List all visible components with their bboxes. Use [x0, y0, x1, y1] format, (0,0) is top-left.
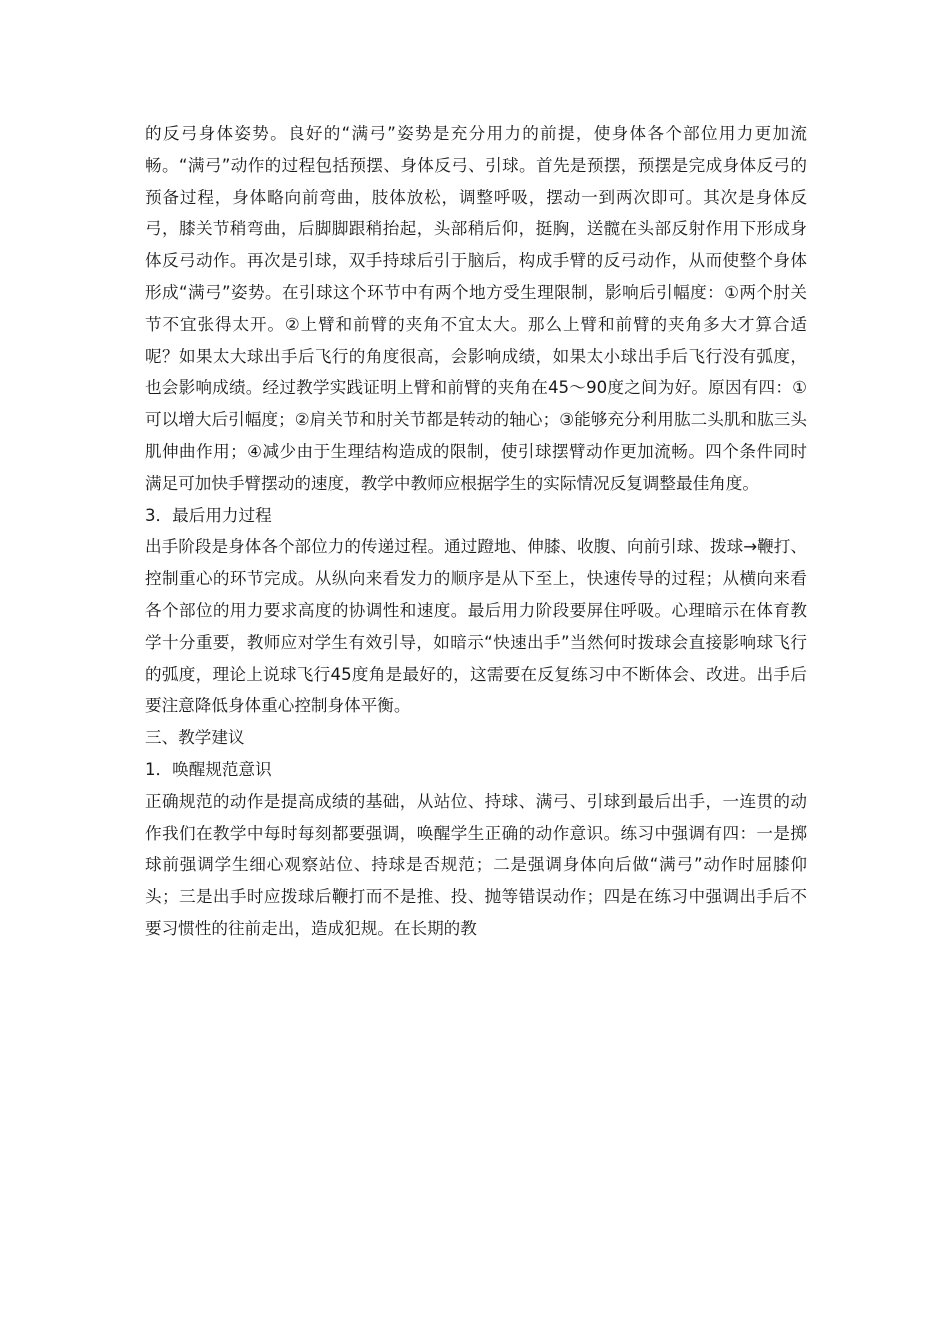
document-page: [145, 118, 807, 945]
body-paragraph-full-bow: 的反弓身体姿势。良好的“满弓”姿势是充分用力的前提，使身体各个部位用力更加流畅。“满弓”动作的过程包括预摆、身体反弓、引球。首先是预摆，预摆是完成身体反弓的预备过程，身体略向前弯曲，肢体放松，调整呼吸，摆动一到两次即可。其次是身体反弓，膝关节稍弯曲，后脚脚跟稍抬起，头部稍后仰，挺胸，送髋在头部反射作用下形成身体反弓动作。再次是引球，双手持球后引于脑后，构成手臂的反弓动作，从而使整个身体形成“满弓”姿势。在引球这个环节中有两个地方受生理限制，影响后引幅度：①两个肘关节不宜张得太开。②上臂和前臂的夹角不宜太大。那么上臂和前臂的夹角多大才算合适呢？如果太大球出手后飞行的角度很高，会影响成绩，如果太小球出手后飞行没有弧度，也会影响成绩。经过教学实践证明上臂和前臂的夹角在45～90度之间为好。原因有四：①可以增大后引幅度；②肩关节和肘关节都是转动的轴心；③能够充分利用肱二头肌和肱三头肌伸曲作用；④减少由于生理结构造成的限制，使引球摆臂动作更加流畅。四个条件同时满足可加快手臂摆动的速度，教学中教师应根据学生的实际情况反复调整最佳角度。: [145, 124, 807, 493]
section-heading-teaching-suggestions: 三、教学建议: [145, 728, 245, 748]
body-paragraph-standard-actions: 正确规范的动作是提高成绩的基础，从站位、持球、满弓、引球到最后出手，一连贯的动作我们在教学中每时每刻都要强调，唤醒学生正确的动作意识。练习中强调有四：一是掷球前强调学生细心观察站位、持球是否规范；二是强调身体向后做“满弓”动作时屈膝仰头；三是出手时应拨球后鞭打而不是推、投、抛等错误动作；四是在练习中强调出手后不要习惯性的往前走出，造成犯规。在长期的教: [145, 791, 807, 938]
section-heading-final-force: 3．最后用力过程: [145, 505, 272, 525]
body-paragraph-release-phase: 出手阶段是身体各个部位力的传递过程。通过蹬地、伸膝、收腹、向前引球、拨球→鞭打、控制重心的环节完成。从纵向来看发力的顺序是从下至上，快速传导的过程；从横向来看各个部位的用力要求高度的协调性和速度。最后用力阶段要屏住呼吸。心理暗示在体育教学十分重要，教师应对学生有效引导，如暗示“快速出手”当然何时拨球会直接影响球飞行的弧度，理论上说球飞行45度角是最好的，这需要在反复练习中不断体会、改进。出手后要注意降低身体重心控制身体平衡。: [145, 537, 807, 716]
section-heading-awaken-awareness: 1．唤醒规范意识: [145, 759, 272, 779]
